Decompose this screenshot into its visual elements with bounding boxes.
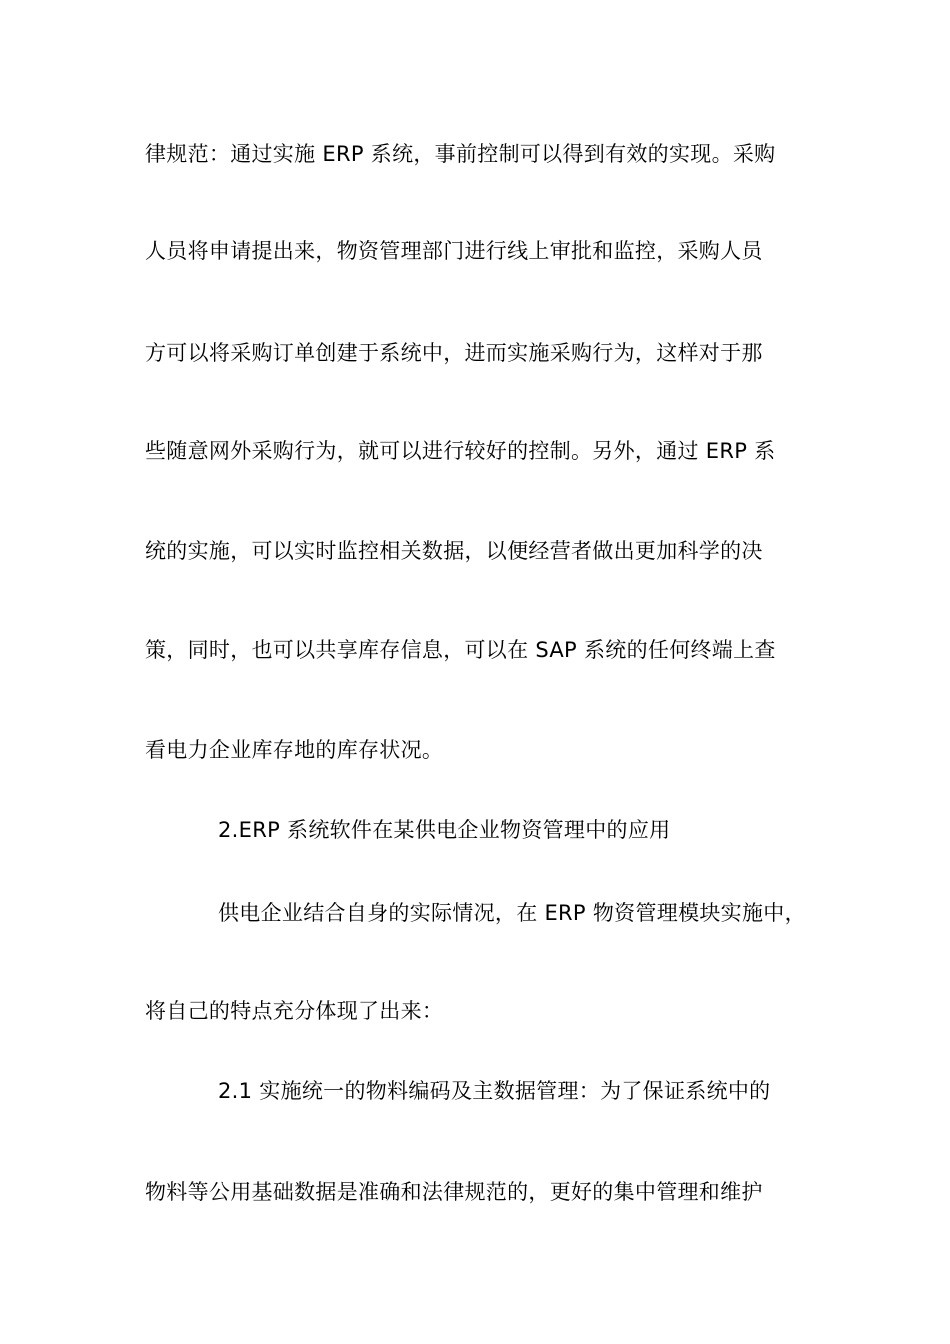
- paragraph-line: 方可以将采购订单创建于系统中，进而实施采购行为，这样对于那: [145, 341, 763, 365]
- section-heading: 2.ERP 系统软件在某供电企业物资管理中的应用: [218, 818, 671, 842]
- paragraph-line: 律规范：通过实施 ERP 系统，事前控制可以得到有效的实现。采购: [145, 142, 776, 166]
- paragraph-line: 看电力企业库存地的库存状况。: [145, 738, 444, 762]
- paragraph-line: 些随意网外采购行为，就可以进行较好的控制。另外，通过 ERP 系: [145, 439, 776, 463]
- paragraph-line: 将自己的特点充分体现了出来：: [145, 999, 444, 1023]
- paragraph-line: 物料等公用基础数据是准确和法律规范的，更好的集中管理和维护: [145, 1180, 763, 1204]
- paragraph-line: 人员将申请提出来，物资管理部门进行线上审批和监控，采购人员: [145, 239, 763, 263]
- paragraph-line: 策，同时，也可以共享库存信息，可以在 SAP 系统的任何终端上查: [145, 638, 776, 662]
- subsection-line: 2.1 实施统一的物料编码及主数据管理：为了保证系统中的: [218, 1079, 771, 1103]
- paragraph-line: 统的实施，可以实时监控相关数据，以便经营者做出更加科学的决: [145, 539, 763, 563]
- paragraph-line: 供电企业结合自身的实际情况，在 ERP 物资管理模块实施中，: [218, 901, 806, 925]
